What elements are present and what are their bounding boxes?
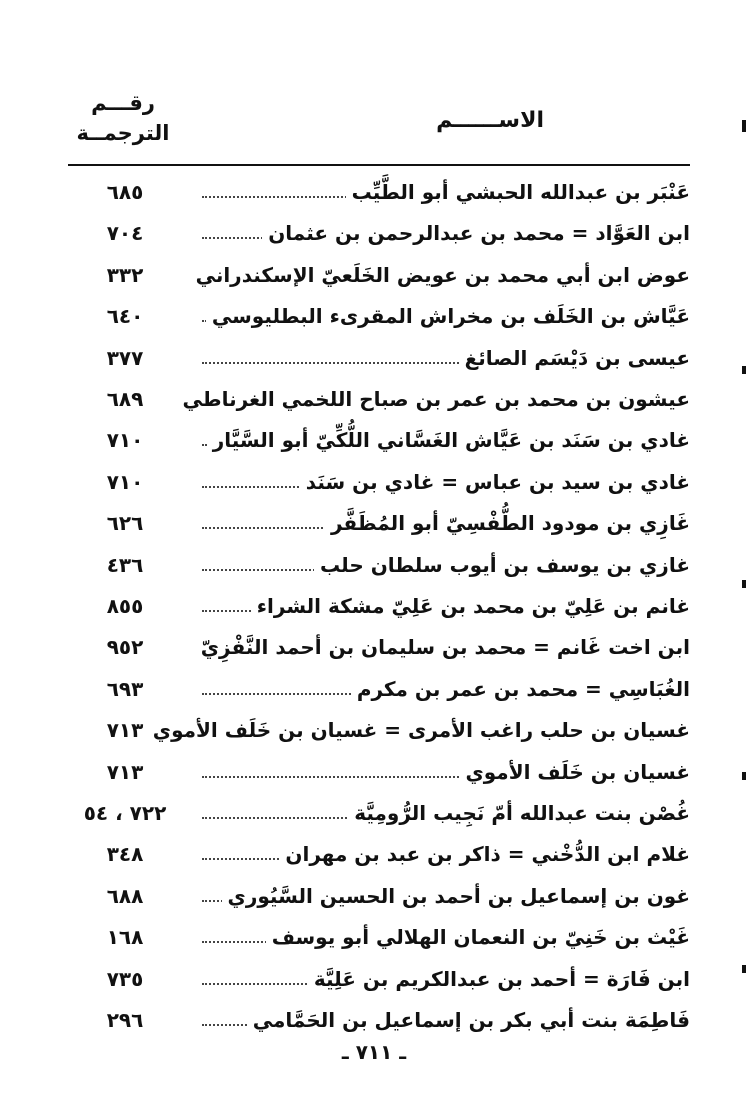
entry-name: غسيان بن حلب راغب الأمرى = غسيان بن خَلَف الأموي (147, 718, 690, 742)
index-row (70, 582, 690, 622)
entry-name: غادي بن سيد بن عباس = غادي بن سَنَد (300, 470, 690, 494)
index-row (70, 541, 690, 581)
entry-number: ٨٥٥ (106, 594, 144, 618)
entry-number-header-line1: رقـــم (91, 91, 155, 115)
entry-name: غازي بن يوسف بن أيوب سلطان حلب (314, 553, 690, 577)
index-row (70, 458, 690, 498)
entry-number: ٧٠٤ (106, 221, 144, 246)
index-row (70, 789, 690, 829)
page-edge-mark (742, 965, 746, 973)
entry-number: ٩٥٢ (106, 635, 144, 660)
entry-number: ٦٢٦ (106, 511, 144, 536)
entry-name: غَيْث بن خَنِيّ بن النعمان الهلالي أبو يوسف (266, 925, 690, 949)
index-row (70, 955, 690, 995)
entry-name: الغُبَاسِي = محمد بن عمر بن مكرم (351, 677, 690, 701)
index-row (70, 748, 690, 788)
index-row (70, 416, 690, 456)
table-header (68, 88, 690, 166)
entry-name: عَيَّاش بن الخَلَف بن مخراش المقرىء البطليوسي (206, 304, 690, 328)
entry-number: ٣٣٢ (106, 262, 144, 287)
entry-number: ٦٨٨ (106, 883, 144, 908)
entry-number: ١٦٨ (106, 925, 144, 950)
entry-number: ٦٨٩ (106, 387, 144, 411)
index-row (70, 251, 690, 291)
entry-number: ٧٢٢ ، ٥٤ (83, 801, 167, 825)
entry-name: عيشون بن محمد بن عمر بن صباح اللخمي الغرناطي (177, 387, 690, 411)
entry-number: ٧١٠ (106, 469, 144, 494)
page-edge-mark (742, 772, 746, 780)
entry-number-column-header (68, 88, 178, 148)
entry-number: ٧١٣ (106, 759, 144, 784)
entry-number: ٦٨٥ (106, 180, 144, 204)
entry-number: ٤٣٦ (106, 552, 144, 577)
entry-name: ابن العَوَّاد = محمد بن عبدالرحمن بن عثمان (262, 221, 690, 245)
entry-name: غَازِي بن مودود الطُّفْسِيّ أبو المُظَفَّر (325, 511, 690, 535)
page-edge-mark (742, 366, 746, 374)
entry-name: غُصْن بنت عبدالله أمّ نَجِيب الرُّومِيَّة (348, 801, 690, 825)
index-row (70, 872, 690, 912)
entry-number: ٧٣٥ (106, 966, 144, 991)
index-row (70, 830, 690, 870)
entry-number: ٣٤٨ (106, 842, 144, 867)
page-edge-mark (742, 120, 746, 132)
entry-number: ٧١٠ (106, 428, 144, 453)
index-row (70, 292, 690, 332)
entry-name: غون بن إسماعيل بن أحمد بن الحسين السَّيُوري (222, 884, 690, 908)
entry-name: غانم بن عَلِيّ بن محمد بن عَلِيّ مشكة الشراء (251, 594, 690, 618)
entry-name: ابن اخت غَانم = محمد بن سليمان بن أحمد النَّفْزِيّ (195, 635, 690, 659)
entry-number: ٦٤٠ (106, 304, 144, 329)
entry-name: فَاطِمَة بنت أبي بكر بن إسماعيل بن الحَمَّامي (247, 1008, 690, 1032)
name-column-header: الاســــــم (436, 108, 544, 133)
entry-name: غلام ابن الدُّخْني = ذاكر بن عبد بن مهران (279, 842, 690, 866)
entry-number: ٧١٣ (106, 718, 144, 743)
page-edge-mark (742, 580, 746, 588)
index-row (70, 665, 690, 705)
entry-name: عوض ابن أبي محمد بن عويض الخَلَعيّ الإسكندراني (190, 263, 690, 287)
index-row (70, 913, 690, 953)
index-row (70, 499, 690, 539)
index-row (70, 996, 690, 1036)
index-row (70, 706, 690, 746)
index-row (70, 623, 690, 663)
entry-name: عَنْبَر بن عبدالله الحبشي أبو الطَّيِّب (346, 180, 690, 204)
entry-number: ٣٧٧ (106, 345, 144, 370)
entry-name: غسيان بن خَلَف الأموي (459, 760, 690, 784)
entry-number: ٢٩٦ (106, 1008, 144, 1032)
entry-number: ٦٩٣ (106, 676, 144, 701)
index-row (70, 209, 690, 249)
page-number: ـ ٧١١ ـ (341, 1040, 407, 1064)
entry-number-header-line2: الترجمــة (76, 121, 170, 145)
entry-name: غادي بن سَنَد بن عَيَّاش الغَسَّاني اللُّكِّيّ أبو السَّيَّار (207, 428, 690, 452)
entry-name: عيسى بن دَيْسَم الصائغ (459, 346, 690, 370)
entry-name: ابن فَارَة = أحمد بن عبدالكريم بن عَلِيَّة (308, 967, 690, 991)
index-row (70, 334, 690, 374)
index-row (70, 375, 690, 415)
index-row (70, 168, 690, 208)
